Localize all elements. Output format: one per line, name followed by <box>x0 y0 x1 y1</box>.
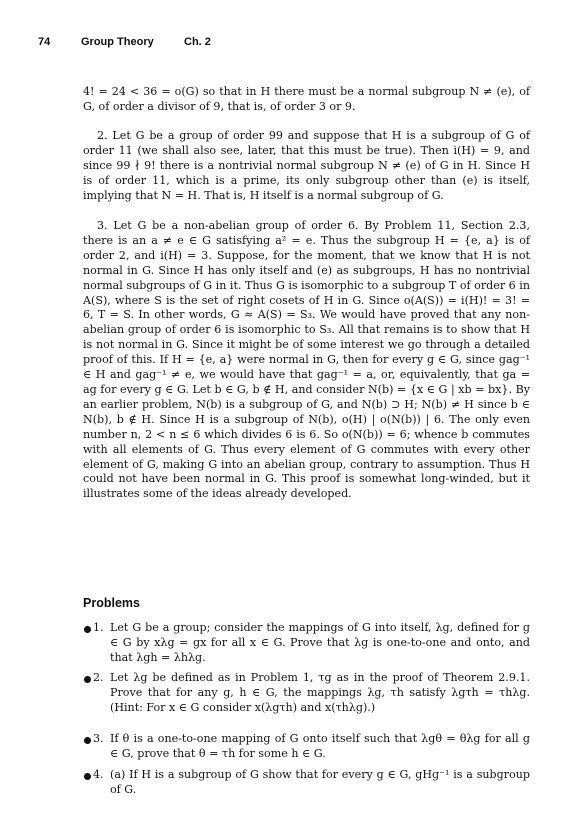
paragraph-continuation: 4! = 24 < 36 = o(G) so that in H there must be a normal subgroup N ≠ (e), of G, of order a divisor of 9, that is, of order 3 or 9. <box>83 85 530 113</box>
page-header <box>38 36 538 54</box>
bullet-dot-icon <box>84 676 91 683</box>
problem-text: (a) If H is a subgroup of G show that for every g ∈ G, gHg⁻¹ is a subgroup of G. <box>110 768 530 796</box>
problems-heading: Problems <box>83 596 140 610</box>
bullet-dot-icon <box>84 626 91 633</box>
problem-number: 1. <box>93 621 104 634</box>
problem-number: 2. <box>93 671 104 684</box>
paragraph-example-2: 2. Let G be a group of order 99 and suppose that H is a subgroup of G of order 11 (we shall also see, later, that this must be true). Then i(H) = 9, and since 99 ∤ 9! there is a nontrivial normal subgroup N ≠ (e) of G in H. Since H is of order 11, which is a prime, its only subgroup other than (e) is itself, implying that N = H. That is, H itself is a normal subgroup of G. <box>83 129 530 202</box>
chapter-label: Ch. 2 <box>184 36 211 48</box>
problem-text: Let λg be defined as in Problem 1, τg as in the proof of Theorem 2.9.1. Prove that for any g, h ∈ G, the mappings λg, τh satisfy λgτh = τhλg. (Hint: For x ∈ G consider x(λgτh) and x(τhλg).) <box>110 671 530 714</box>
paragraph-example-3: 3. Let G be a non-abelian group of order 6. By Problem 11, Section 2.3, there is an a ≠ e ∈ G satisfying a² = e. Thus the subgroup H = {e, a} is of order 2, and i(H) = 3. Suppose, for the moment, that we know that H is not normal in G. Since H has only itself and (e) as subgroups, H has no nontrivial normal subgroups of G in it. Thus G is isomorphic to a subgroup T of order 6 in A(S), where S is the set of right cosets of H in G. Since o(A(S)) = i(H)! = 3! = 6, T = S. In other words, G ≈ A(S) = S₃. We would have proved that any non-abelian group of order 6 is isomorphic to S₃. All that remains is to show that H is not normal in G. Since it might be of some interest we go through a detailed proof of this. If H = {e, a} were normal in G, then for every g ∈ G, since gag⁻¹ ∈ H and gag⁻¹ ≠ e, we would have that gag⁻¹ = a, or, equivalently, that ga = ag for every g ∈ G. Let b ∈ G, b ∉ H, and consider N(b) = {x ∈ G | xb = bx}. By an earlier problem, N(b) is a subgroup of G, and N(b) ⊃ H; N(b) ≠ H since b ∈ N(b), b ∉ H. Since H is a subgroup of N(b), o(H) | o(N(b)) | 6. The only even number n, 2 < n ≤ 6 which divides 6 is 6. So o(N(b)) = 6; whence b commutes with all elements of G. Thus every element of G commutes with every other element of G, making G into an abelian group, contrary to assumption. Thus H could not have been normal in G. This proof is somewhat long-winded, but it illustrates some of the ideas already developed. <box>83 219 530 501</box>
problem-number: 3. <box>93 732 104 745</box>
problem-text: If θ is a one-to-one mapping of G onto itself such that λgθ = θλg for all g ∈ G, prove that θ = τh for some h ∈ G. <box>110 732 530 760</box>
problem-number: 4. <box>93 768 104 781</box>
running-title: Group Theory <box>81 36 154 48</box>
problem-text: Let G be a group; consider the mappings of G into itself, λg, defined for g ∈ G by xλg = gx for all x ∈ G. Prove that λg is one-to-one and onto, and that λgh = λhλg. <box>110 621 530 664</box>
page-number: 74 <box>38 36 51 48</box>
bullet-dot-icon <box>84 773 91 780</box>
bullet-dot-icon <box>84 737 91 744</box>
